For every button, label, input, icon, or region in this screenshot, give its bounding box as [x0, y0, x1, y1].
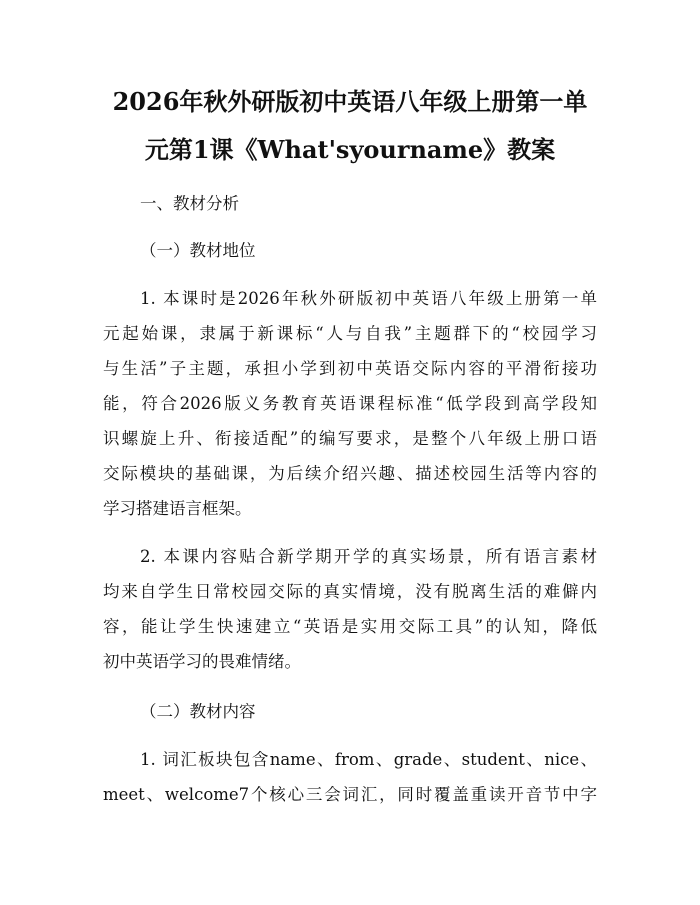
paragraph-1-line-7: 学习搭建语言框架。 — [103, 499, 252, 518]
paragraph-3-line-1: 1. 词汇板块包含name、from、grade、student、nice、 — [140, 750, 597, 769]
subsection-heading-textbook-status: （一）教材地位 — [140, 241, 256, 260]
paragraph-1-line-3: 与生活”子主题，承担小学到初中英语交际内容的平滑衔接功 — [103, 359, 597, 378]
subsection-heading-textbook-content: （二）教材内容 — [140, 702, 256, 721]
paragraph-1-line-5: 识螺旋上升、衔接适配”的编写要求，是整个八年级上册口语 — [103, 429, 597, 448]
document-title-line-2: 元第1课《What'syourname》教案 — [144, 135, 556, 164]
document-title-line-1: 2026年秋外研版初中英语八年级上册第一单 — [112, 87, 588, 116]
paragraph-1-line-4: 能，符合2026版义务教育英语课程标准“低学段到高学段知 — [103, 394, 597, 413]
paragraph-1-line-2: 元起始课，隶属于新课标“人与自我”主题群下的“校园学习 — [103, 324, 597, 343]
paragraph-1-line-1: 1. 本课时是2026年秋外研版初中英语八年级上册第一单 — [140, 289, 597, 308]
paragraph-2-line-4: 初中英语学习的畏难情绪。 — [103, 652, 301, 671]
paragraph-1-line-6: 交际模块的基础课，为后续介绍兴趣、描述校园生活等内容的 — [103, 464, 597, 483]
paragraph-2-line-3: 容，能让学生快速建立“英语是实用交际工具”的认知，降低 — [103, 617, 597, 636]
paragraph-2-line-1: 2. 本课内容贴合新学期开学的真实场景，所有语言素材 — [140, 547, 597, 566]
section-heading-textbook-analysis: 一、教材分析 — [140, 194, 239, 213]
paragraph-3-line-2: meet、welcome7个核心三会词汇，同时覆盖重读开音节中字 — [103, 785, 597, 804]
paragraph-2-line-2: 均来自学生日常校园交际的真实情境，没有脱离生活的难僻内 — [103, 582, 597, 601]
